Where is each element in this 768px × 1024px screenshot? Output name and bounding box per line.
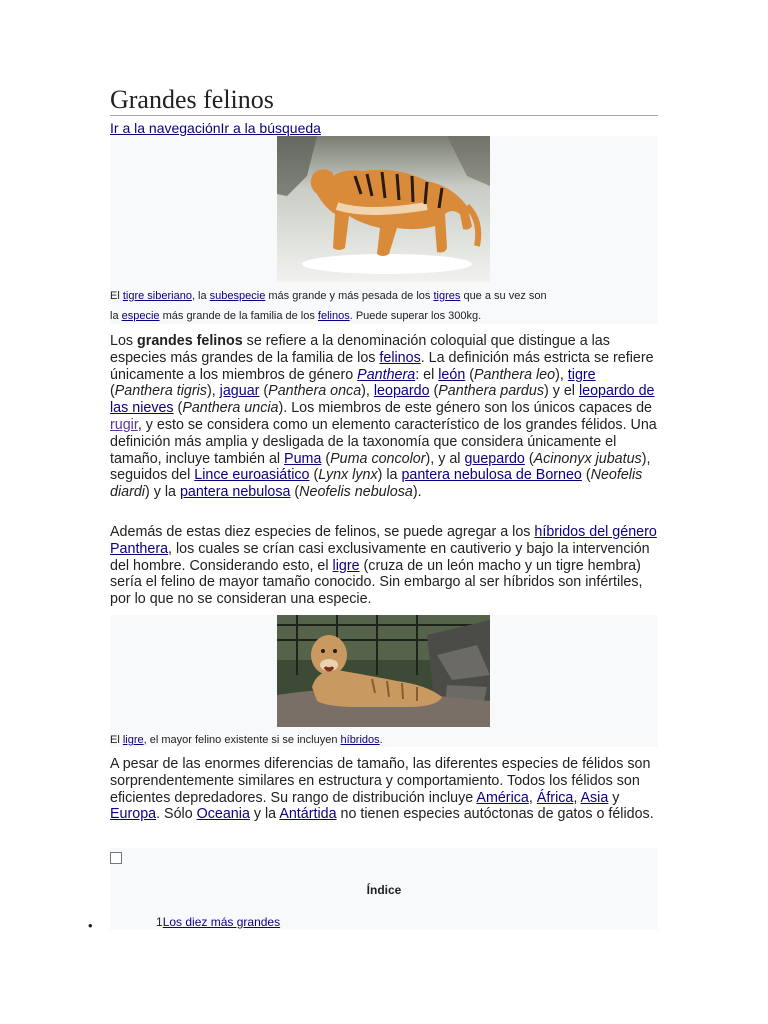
text: ), <box>555 366 568 383</box>
link-tigres[interactable]: tigres <box>433 290 461 302</box>
link-puma[interactable]: Puma <box>284 450 322 467</box>
caption-text: El <box>110 734 123 746</box>
link-ligre[interactable]: ligre <box>122 734 144 746</box>
text: ) y el <box>543 383 579 400</box>
text: (cruza de un león macho y un tigre hembra) sería el felino de mayor tamaño conocido. Sin embargo al ser híbridos son infértiles, por lo que no se consideran una especie. <box>110 557 643 608</box>
link-felinos[interactable]: felinos <box>379 349 421 366</box>
text: A pesar de las enormes diferencias de tamaño, las diferentes especies de félidos son sorprendentemente similares en estructura y comportamiento. Todos los félidos son eficientes depredadores. Su rango de distribución incluye <box>110 756 651 806</box>
text: y la <box>249 806 280 823</box>
text: . La definición más estricta se refiere únicamente a los miembros de género <box>110 349 654 383</box>
link-lince-euroasiatico[interactable]: Lince euroasiático <box>194 467 310 484</box>
text: ( <box>110 383 115 400</box>
text: , <box>573 789 581 806</box>
caption-text: que a su vez son <box>460 290 547 302</box>
text: , <box>528 789 537 806</box>
link-tigre-siberiano[interactable]: tigre siberiano <box>122 290 192 302</box>
link-africa[interactable]: África <box>536 789 574 806</box>
link-rugir[interactable]: rugir <box>110 416 138 433</box>
caption-text: El <box>110 290 123 302</box>
text: , los cuales se crían casi exclusivamente en cautiverio y bajo la intervención del hombre. Considerando esto, el <box>110 540 650 574</box>
caption-text: más grande y más pesada de los <box>265 290 434 302</box>
link-leon[interactable]: león <box>438 366 466 383</box>
link-asia[interactable]: Asia <box>580 789 609 806</box>
paragraph-hybrids <box>110 524 658 608</box>
paragraph-distribution <box>110 756 658 823</box>
text: ( <box>581 467 591 484</box>
page-title: Grandes felinos <box>110 85 274 114</box>
text: ), <box>361 383 374 400</box>
italic-text: Panthera leo <box>474 366 556 383</box>
text: , y esto se considera como un elemento característico de los grandes félidos. Una definición más amplia y desligada de la taxonomía que considera únicamente el tamaño, incluye también al <box>110 416 657 467</box>
caption-text: más grande de la familia de los <box>159 310 318 322</box>
toc-item[interactable] <box>156 914 280 930</box>
link-leopardo-de-las-nieves[interactable]: leopardo de las nieves <box>110 383 655 417</box>
link-antartida[interactable]: Antártida <box>279 806 337 823</box>
table-of-contents <box>88 848 658 933</box>
italic-text: Panthera tigris <box>114 383 207 400</box>
text: ( <box>290 484 300 501</box>
link-pantera-nebulosa[interactable]: pantera nebulosa <box>179 484 291 501</box>
italic-text: Panthera pardus <box>438 383 544 400</box>
text: ) y la <box>144 484 180 501</box>
toc-title: Índice <box>366 883 402 897</box>
link-subespecie[interactable]: subespecie <box>209 290 266 302</box>
link-hibridos[interactable]: híbridos <box>340 734 380 746</box>
toc-item-number: 1 <box>156 915 163 929</box>
link-felinos[interactable]: felinos <box>317 310 350 322</box>
text: Además de estas diez especies de felinos, se puede agregar a los <box>110 524 535 540</box>
link-europa[interactable]: Europa <box>110 806 157 823</box>
link-america[interactable]: América <box>476 789 529 806</box>
link-oceania[interactable]: Oceania <box>196 806 250 823</box>
paragraph-intro <box>110 333 658 501</box>
text: ) la <box>377 467 402 484</box>
text: ( <box>524 450 534 467</box>
text: ), y al <box>425 450 465 467</box>
italic-text: Neofelis diardi <box>110 467 643 501</box>
figure-siberian-tiger <box>110 136 658 324</box>
toc-toggle-checkbox[interactable] <box>110 852 122 864</box>
toc-item-link[interactable]: Los diez más grandes <box>162 915 281 929</box>
figure-siberian-tiger-caption <box>110 286 658 326</box>
liger-image[interactable] <box>277 615 490 727</box>
text: y <box>608 789 620 806</box>
link-jaguar[interactable]: jaguar <box>219 383 260 400</box>
link-especie[interactable]: especie <box>121 310 160 322</box>
text: ( <box>321 450 331 467</box>
toc-bullet-icon: • <box>88 918 93 933</box>
link-tigre[interactable]: tigre <box>567 366 596 383</box>
italic-text: Panthera uncia <box>182 400 279 417</box>
link-guepardo[interactable]: guepardo <box>464 450 525 467</box>
jump-to-search-link[interactable]: Ir a la búsqueda <box>220 120 321 136</box>
caption-text: . <box>379 734 383 746</box>
text: ( <box>309 467 319 484</box>
text: no tienen especies autóctonas de gatos o félidos. <box>336 806 654 823</box>
text: ). Los miembros de este género son los únicos capaces de <box>278 400 653 417</box>
caption-text: , el mayor felino existente si se incluyen <box>143 734 341 746</box>
italic-text: Puma concolor <box>330 450 426 467</box>
text: : el <box>415 366 439 383</box>
title-divider <box>110 115 658 116</box>
text: Los <box>110 333 138 349</box>
caption-text: . Puede superar los 300kg. <box>349 310 482 322</box>
text: ), <box>206 383 220 400</box>
figure-liger-caption <box>110 730 658 750</box>
text: ( <box>465 366 474 383</box>
text: ( <box>259 383 269 400</box>
link-pantera-nebulosa-de-borneo[interactable]: pantera nebulosa de Borneo <box>401 467 582 484</box>
text: ). <box>412 484 422 501</box>
link-ligre[interactable]: ligre <box>332 557 360 574</box>
bold-term: grandes felinos <box>137 333 243 349</box>
italic-text: Panthera onca <box>268 383 362 400</box>
text: ( <box>173 400 183 417</box>
text: ( <box>429 383 439 400</box>
jump-links <box>110 119 321 137</box>
italic-text: Neofelis nebulosa <box>299 484 413 501</box>
text: se refiere a la denominación coloquial que distingue a las especies más grandes de la familia de los <box>110 333 610 366</box>
caption-text: , la <box>191 290 210 302</box>
caption-text: la <box>110 310 122 322</box>
italic-text: Acinonyx jubatus <box>533 450 642 467</box>
link-hibridos-del-genero-panthera[interactable]: híbridos del género Panthera <box>110 524 657 557</box>
text: ), seguidos del <box>110 450 651 484</box>
link-leopardo[interactable]: leopardo <box>373 383 430 400</box>
text: . Sólo <box>156 806 197 823</box>
link-panthera[interactable]: Panthera <box>357 366 416 383</box>
italic-text: Lynx lynx <box>318 467 378 484</box>
figure-liger <box>110 615 658 747</box>
siberian-tiger-image[interactable] <box>277 136 490 282</box>
jump-to-navigation-link[interactable]: Ir a la navegación <box>110 120 221 136</box>
